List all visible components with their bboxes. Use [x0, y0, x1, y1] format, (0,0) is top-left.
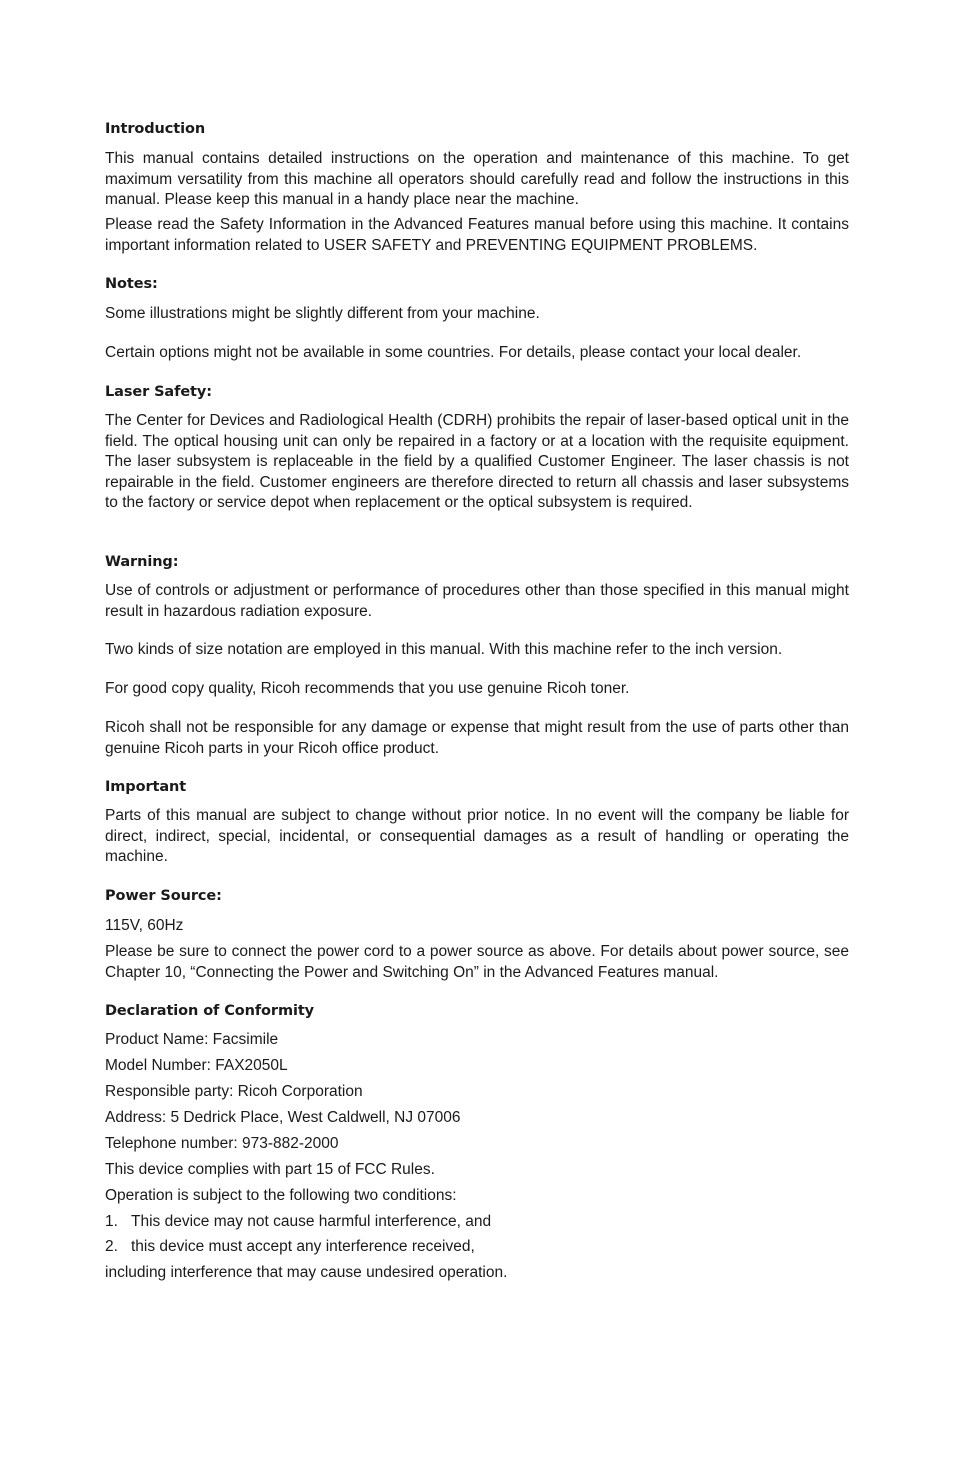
condition-number: 1. [105, 1213, 118, 1230]
condition-list-item [105, 1212, 849, 1233]
conformity-address: Address: 5 Dedrick Place, West Caldwell, NJ 07006 [105, 1109, 461, 1126]
power-source-paragraph: Please be sure to connect the power cord to a power source as above. For details about power source, see Chapter 10, “Connecting the Power and Switching On” in the Advanced Features manual. [105, 943, 849, 981]
important-heading: Important [105, 779, 187, 795]
warning-paragraph-1: Use of controls or adjustment or performance of procedures other than those specified in this manual might result in hazardous radiation exposure. [105, 582, 849, 620]
conformity-operation: Operation is subject to the following two conditions: [105, 1187, 457, 1204]
conformity-model-number: Model Number: FAX2050L [105, 1057, 288, 1074]
warning-paragraph-4: Ricoh shall not be responsible for any damage or expense that might result from the use of parts other than genuine Ricoh parts in your Ricoh office product. [105, 719, 849, 757]
conformity-heading: Declaration of Conformity [105, 1003, 315, 1019]
introduction-paragraph-1: This manual contains detailed instructions on the operation and maintenance of this machine. To get maximum versatility from this machine all operators should carefully read and follow the instructions in this manual. Please keep this manual in a handy place near the machine. [105, 150, 849, 208]
condition-text: this device must accept any interference received, [131, 1238, 475, 1255]
condition-text: This device may not cause harmful interference, and [131, 1213, 492, 1230]
introduction-heading: Introduction [105, 121, 206, 137]
warning-heading: Warning: [105, 554, 179, 570]
power-source-rating: 115V, 60Hz [105, 917, 184, 934]
conformity-telephone: Telephone number: 973-882-2000 [105, 1135, 339, 1152]
conformity-product-name: Product Name: Facsimile [105, 1031, 279, 1048]
notes-paragraph-1: Some illustrations might be slightly different from your machine. [105, 305, 540, 322]
condition-number: 2. [105, 1238, 118, 1255]
important-paragraph: Parts of this manual are subject to change without prior notice. In no event will the company be liable for direct, indirect, special, incidental, or consequential damages as a result of handling or operating the machine. [105, 807, 849, 865]
conformity-responsible-party: Responsible party: Ricoh Corporation [105, 1083, 363, 1100]
warning-paragraph-3: For good copy quality, Ricoh recommends that you use genuine Ricoh toner. [105, 680, 630, 697]
conformity-closing: including interference that may cause undesired operation. [105, 1264, 508, 1281]
warning-paragraph-2: Two kinds of size notation are employed in this manual. With this machine refer to the inch version. [105, 641, 783, 658]
laser-safety-heading: Laser Safety: [105, 384, 212, 400]
laser-safety-paragraph: The Center for Devices and Radiological Health (CDRH) prohibits the repair of laser-based optical unit in the field. The optical housing unit can only be repaired in a factory or at a location with the requisite equipment. The laser subsystem is replaceable in the field by a qualified Customer Engineer. The laser chassis is not repairable in the field. Customer engineers are therefore directed to return all chassis and laser subsystems to the factory or service depot when replacement or the optical subsystem is required. [105, 412, 849, 511]
notes-heading: Notes: [105, 276, 158, 292]
conformity-complies: This device complies with part 15 of FCC Rules. [105, 1161, 435, 1178]
power-source-heading: Power Source: [105, 888, 222, 904]
condition-list-item [105, 1237, 849, 1258]
notes-paragraph-2: Certain options might not be available in some countries. For details, please contact your local dealer. [105, 344, 802, 361]
introduction-paragraph-2: Please read the Safety Information in the Advanced Features manual before using this machine. It contains important information related to USER SAFETY and PREVENTING EQUIPMENT PROBLEMS. [105, 216, 849, 254]
